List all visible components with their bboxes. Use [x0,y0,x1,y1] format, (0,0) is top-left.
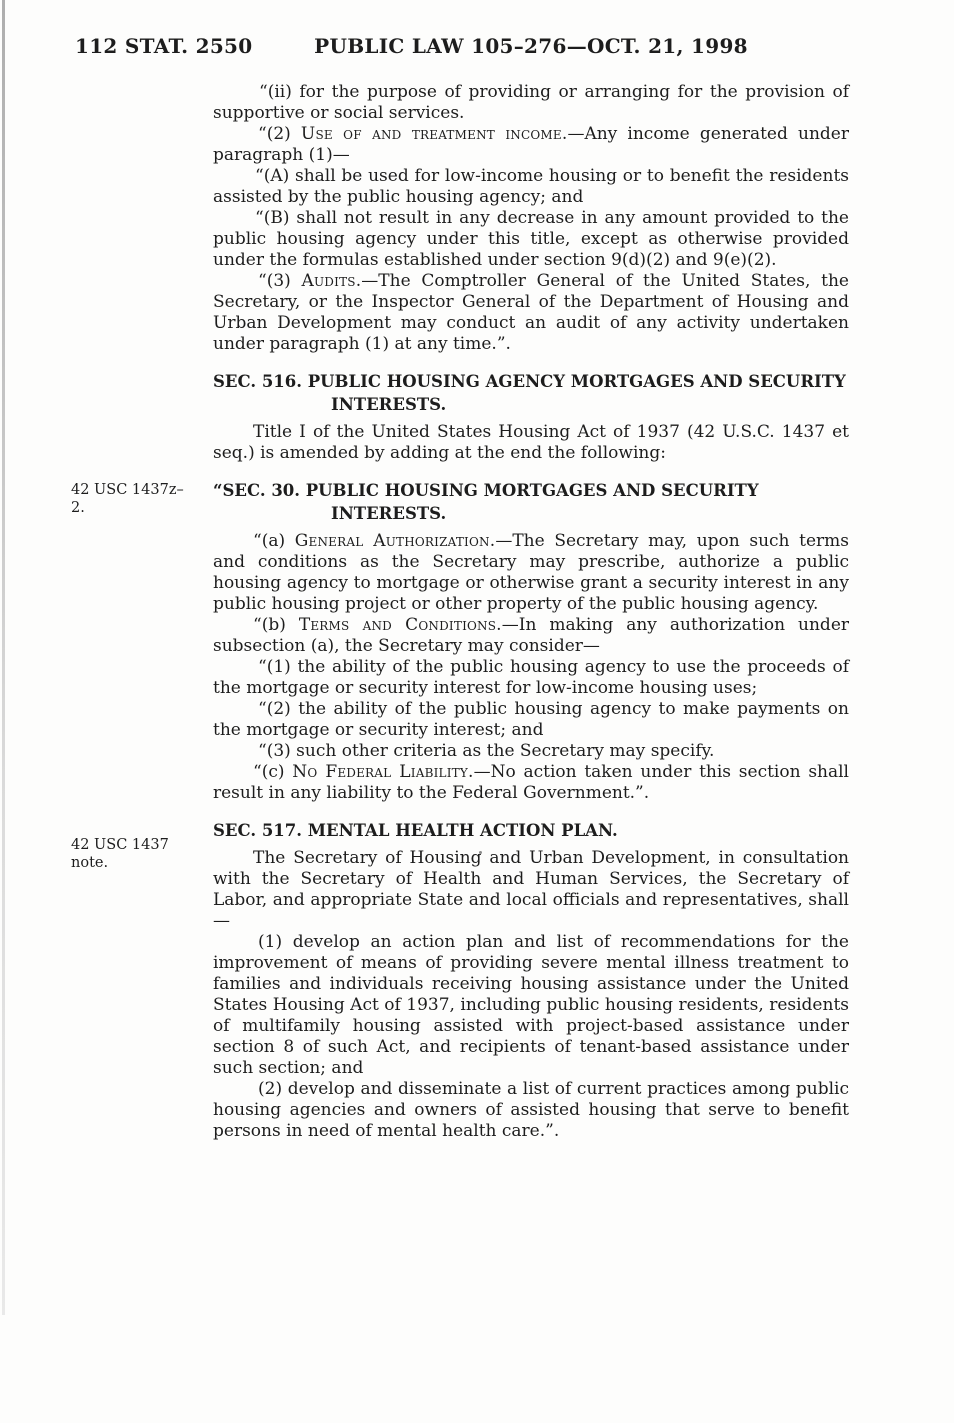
section-heading: “SEC. 30. PUBLIC HOUSING MORTGAGES AND SECURITY INTERESTS. [213,481,759,523]
text-run: “(ii) for the purpose of providing or arranging for the provision of supportive or social services. [213,82,849,123]
statute-paragraph [213,208,849,271]
statute-paragraph [213,1079,849,1142]
text-run: —Any income generated under paragraph (1)— [213,124,849,165]
scan-edge-artifact [2,0,5,1315]
smallcaps-term: Audits. [301,271,362,291]
text-run: “(c) [253,762,293,782]
statute-paragraph [213,166,849,208]
statute-paragraph [213,699,849,741]
text-run: —In making any authorization under subsection (a), the Secretary may consider— [213,615,850,656]
margin-note: 42 USC 1437 note. [71,837,169,871]
smallcaps-term: Terms and Conditions. [298,615,502,635]
running-head-law-title: PUBLIC LAW 105–276—OCT. 21, 1998 [314,34,748,58]
text-run: “(b) [253,615,299,635]
statute-paragraph [213,762,849,804]
section-heading: SEC. 516. PUBLIC HOUSING AGENCY MORTGAGES AND SECURITY INTERESTS. [213,372,846,414]
statute-paragraph [213,657,849,699]
text-run: Title I of the United States Housing Act of 1937 (42 U.S.C. 1437 et seq.) is amended by adding at the end the following: [213,422,849,463]
statute-body [213,82,849,1142]
statute-paragraph [213,271,849,355]
statute-paragraph [213,615,849,657]
smallcaps-term: Use of and treatment income. [300,124,568,144]
page-number-stat: 112 STAT. 2550 [75,34,253,58]
text-run: “(3) such other criteria as the Secretary may specify. [258,741,715,761]
margin-note: 42 USC 1437z–2. [71,482,184,516]
section-heading: SEC. 517. MENTAL HEALTH ACTION PLAN. [213,821,618,840]
text-run: “(a) [253,531,295,551]
statute-paragraph [213,422,849,464]
text-run: “(2) [258,124,301,144]
text-run: (1) develop an action plan and list of recommendations for the improvement of means of providing severe mental illness treatment to families and individuals receiving housing assistance under the United States Housing Act of 1937, including public housing residents, residents of multifamily housing assisted with project-based assistance under section 8 of such Act, and recipients of tenant-based assistance under such section; and [213,932,849,1078]
statute-paragraph [213,848,849,932]
statute-paragraph [213,531,849,615]
text-run: “(2) the ability of the public housing agency to make payments on the mortgage or security interest; and [213,699,849,740]
text-run: The Secretary of Housing and Urban Development, in consultation with the Secretary of Health and Human Services, the Secretary of Labor, and appropriate State and local officials and representatives, shall— [213,848,849,931]
smallcaps-term: No Federal Liability. [292,762,474,782]
text-run: —No action taken under this section shall result in any liability to the Federal Government.”. [213,762,849,803]
text-run: “(B) shall not result in any decrease in any amount provided to the public housing agency under this title, except as otherwise provided under the formulas established under section 9(d)(2) and 9(e)(2). [213,208,849,270]
smallcaps-term: General Authorization. [294,531,496,551]
text-run: “(1) the ability of the public housing agency to use the proceeds of the mortgage or security interest for low-income housing uses; [213,657,849,698]
text-run: —The Secretary may, upon such terms and conditions as the Secretary may prescribe, authorize a public housing agency to mortgage or otherwise grant a security interest in any public housing project or other property of the public housing agency. [213,531,849,614]
statute-paragraph [213,932,849,1079]
text-run: (2) develop and disseminate a list of current practices among public housing agencies and owners of assisted housing that serve to benefit persons in need of mental health care.”. [213,1079,849,1141]
text-run: —The Comptroller General of the United States, the Secretary, or the Inspector General of the Department of Housing and Urban Development may conduct an audit of any activity undertaken under paragraph (1) at any time.”. [213,271,849,354]
statute-paragraph [213,124,849,166]
text-run: “(3) [258,271,302,291]
text-run: “(A) shall be used for low-income housing or to benefit the residents assisted by the public housing agency; and [213,166,849,207]
statute-paragraph [213,82,849,124]
statute-paragraph [213,741,849,762]
